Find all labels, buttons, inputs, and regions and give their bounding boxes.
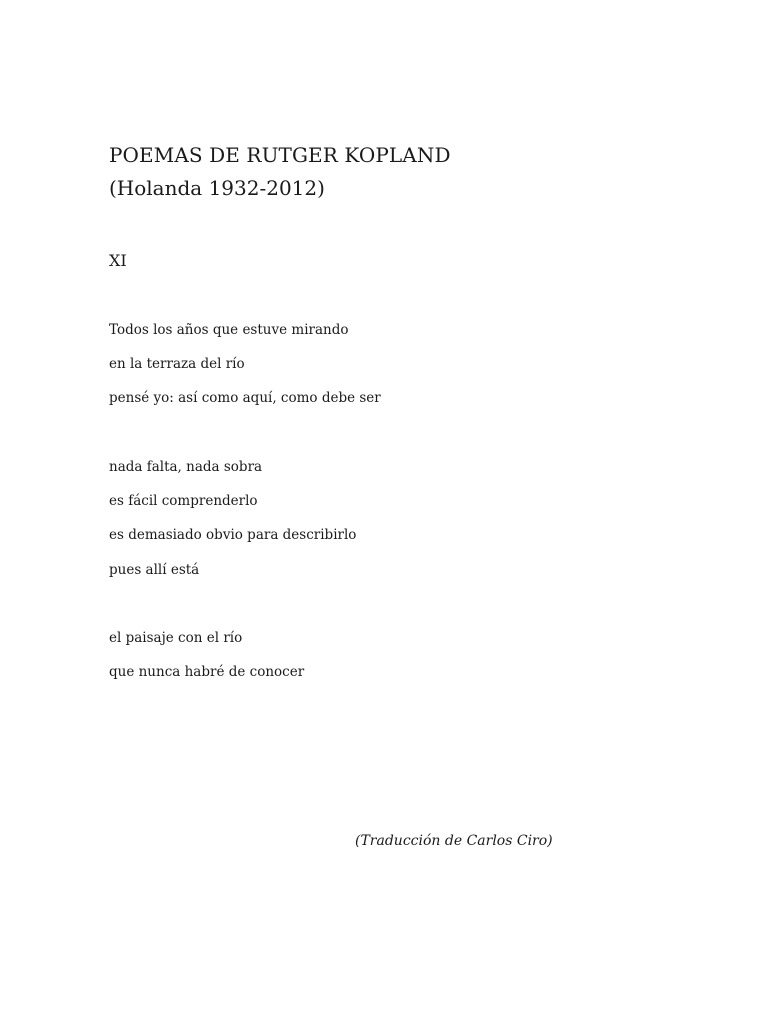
section-number: XI <box>109 251 127 270</box>
poem-line: pensé yo: así como aquí, como debe ser <box>109 390 381 406</box>
poem-line: que nunca habré de conocer <box>109 664 305 680</box>
page-subtitle: (Holanda 1932-2012) <box>109 176 325 200</box>
poem-line: pues allí está <box>109 562 200 578</box>
page-title: POEMAS DE RUTGER KOPLAND <box>109 143 451 167</box>
poem-line: es fácil comprenderlo <box>109 493 258 509</box>
poem-line: en la terraza del río <box>109 356 245 372</box>
poem-line: es demasiado obvio para describirlo <box>109 527 357 543</box>
poem-line: nada falta, nada sobra <box>109 459 263 475</box>
poem-line: Todos los años que estuve mirando <box>109 322 349 338</box>
translation-credit: (Traducción de Carlos Ciro) <box>355 833 553 849</box>
poem-line: el paisaje con el río <box>109 630 243 646</box>
